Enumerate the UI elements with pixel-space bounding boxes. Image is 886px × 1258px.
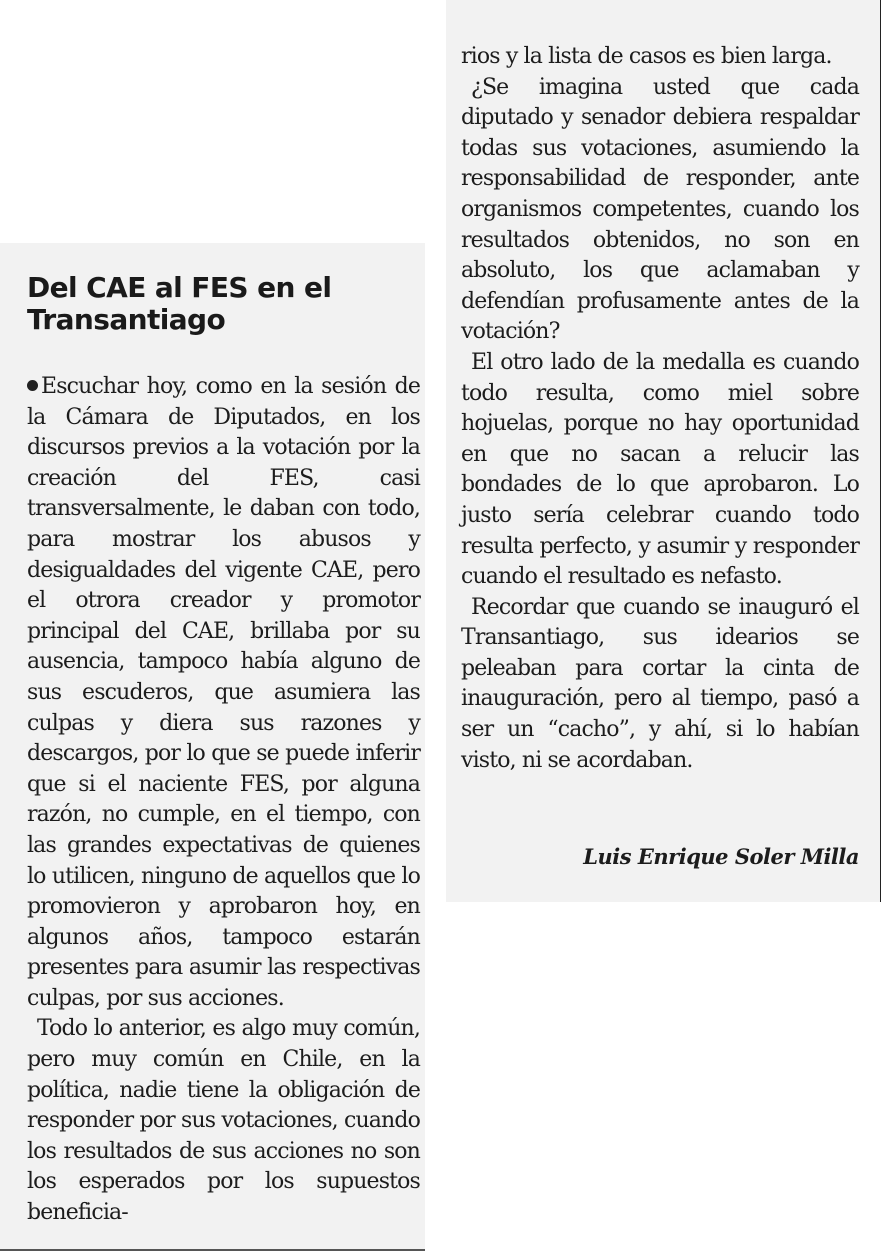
right-divider bbox=[880, 0, 881, 902]
paragraph-3: ¿Se imagina usted que cada diputado y senador debiera respaldar todas sus votaciones, asumiendo la responsabilidad de responder, ante organismos competentes, cuando los resultados obtenidos, no son en absoluto, los que aclamaban y defendían profusamente antes de la votación? bbox=[461, 74, 859, 345]
bullet-icon bbox=[27, 380, 38, 391]
letter-headline: Del CAE al FES en el Transantiago bbox=[27, 271, 332, 336]
paragraph-5: Recordar que cuando se inauguró el Transantiago, sus idearios se peleaban para cortar la cinta de inauguración, pero al tiempo, pasó a ser un “cacho”, y ahí, si lo habían visto, ni se acordaban. bbox=[461, 594, 859, 773]
paragraph-2-continued: rios y la lista de casos es bien larga. bbox=[461, 44, 832, 69]
right-text-column bbox=[461, 42, 859, 776]
paragraph-1 bbox=[27, 372, 420, 1014]
paragraph-4: El otro lado de la medalla es cuando todo resulta, como miel sobre hojuelas, porque no hay oportunidad en que no sacan a relucir las bondades de lo que aprobaron. Lo justo sería celebrar cuando todo resulta perfecto, y asumir y responder cuando el resultado es nefasto. bbox=[461, 349, 859, 590]
author-signature: Luis Enrique Soler Milla bbox=[583, 844, 859, 869]
bottom-divider bbox=[0, 1249, 425, 1251]
paragraph-1-text: Escuchar hoy, como en la sesión de la Cámara de Diputados, en los discursos previos a la votación por la creación del FES, casi transversalmente, le daban con todo, para mostrar los abusos y desigualdades del vigente CAE, pero el otrora creador y promotor principal del CAE, brillaba por su ausencia, tampoco había alguno de sus escuderos, que asumiera las culpas y diera sus razones y descargos, por lo que se puede inferir que si el naciente FES, por alguna razón, no cumple, en el tiempo, con las grandes expectativas de quienes lo utilicen, ninguno de aquellos que lo promovieron y aprobaron hoy, en algunos años, tampoco estarán presentes para asumir las respectivas culpas, por sus acciones. bbox=[27, 374, 420, 1011]
paragraph-2: Todo lo anterior, es algo muy común, pero muy común en Chile, en la política, nadie tiene la obligación de responder por sus votaciones, cuando los resultados de sus acciones no son los esperados por los supuestos beneficia- bbox=[27, 1016, 420, 1226]
left-text-column bbox=[27, 372, 420, 1229]
